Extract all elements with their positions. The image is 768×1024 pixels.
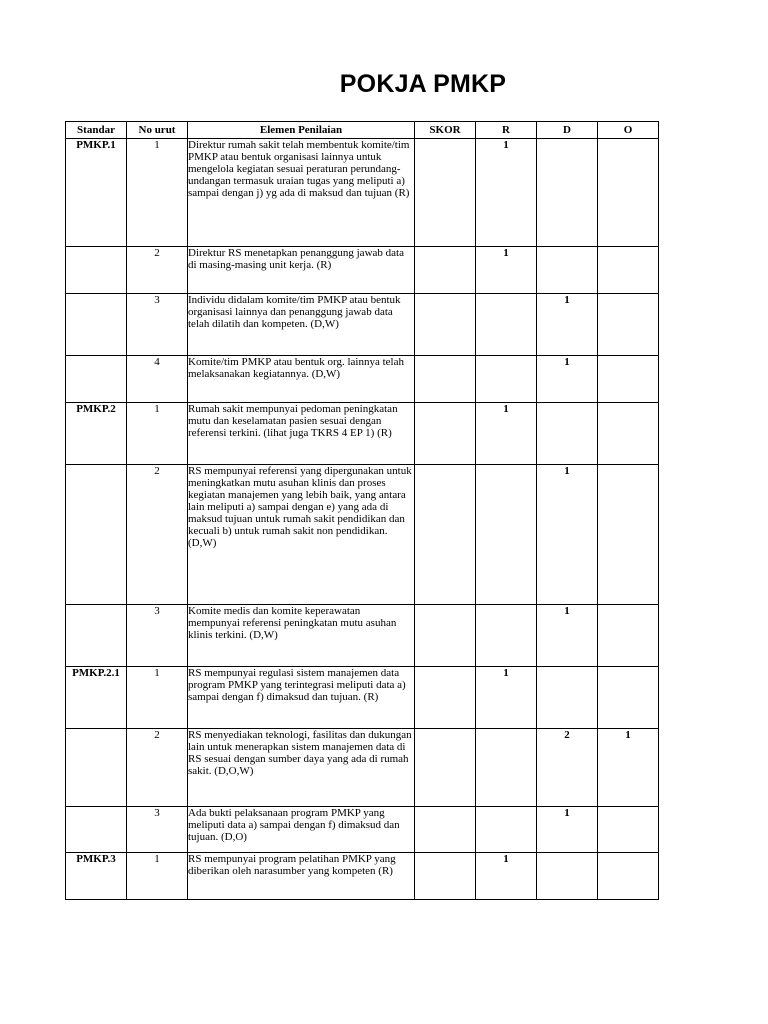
header-d: D [537,122,598,139]
cell-d [537,247,598,294]
cell-d: 2 [537,729,598,807]
cell-o [598,139,659,247]
cell-no: 1 [127,853,188,900]
cell-skor [415,853,476,900]
cell-d [537,667,598,729]
cell-r [476,465,537,605]
cell-skor [415,807,476,853]
table-row [66,853,659,900]
cell-no: 1 [127,667,188,729]
cell-r [476,356,537,403]
cell-standar [66,807,127,853]
cell-o [598,807,659,853]
cell-elemen: Rumah sakit mempunyai pedoman peningkatan mutu dan keselamatan pasien sesuai dengan referensi terkini. (lihat juga TKRS 4 EP 1) (R) [188,403,415,465]
cell-no: 2 [127,729,188,807]
cell-standar: PMKP.2 [66,403,127,465]
cell-o [598,853,659,900]
cell-skor [415,605,476,667]
cell-o: 1 [598,729,659,807]
cell-d: 1 [537,294,598,356]
assessment-table [65,121,659,900]
header-standar: Standar [66,122,127,139]
cell-d: 1 [537,356,598,403]
cell-no: 1 [127,139,188,247]
header-elemen: Elemen Penilaian [188,122,415,139]
cell-r: 1 [476,247,537,294]
cell-o [598,247,659,294]
cell-d [537,853,598,900]
cell-o [598,465,659,605]
header-row [66,122,659,139]
cell-standar [66,729,127,807]
cell-no: 2 [127,247,188,294]
cell-standar: PMKP.2.1 [66,667,127,729]
cell-no: 4 [127,356,188,403]
cell-elemen: RS mempunyai regulasi sistem manajemen data program PMKP yang terintegrasi meliputi data a) sampai dengan f) dimaksud dan tujuan. (R) [188,667,415,729]
table-row [66,139,659,247]
cell-r: 1 [476,667,537,729]
cell-skor [415,356,476,403]
cell-skor [415,247,476,294]
cell-elemen: Direktur RS menetapkan penanggung jawab data di masing-masing unit kerja. (R) [188,247,415,294]
cell-standar [66,465,127,605]
cell-elemen: RS mempunyai program pelatihan PMKP yang diberikan oleh narasumber yang kompeten (R) [188,853,415,900]
cell-elemen: Individu didalam komite/tim PMKP atau bentuk organisasi lainnya dan penanggung jawab data telah dilatih dan kompeten. (D,W) [188,294,415,356]
cell-elemen: Direktur rumah sakit telah membentuk komite/tim PMKP atau bentuk organisasi lainnya untuk mengelola kegiatan sesuai peraturan perundang-undangan termasuk uraian tugas yang meliputi a) sampai dengan j) yg ada di maksud dan tujuan (R) [188,139,415,247]
cell-standar [66,294,127,356]
table-row [66,356,659,403]
cell-r: 1 [476,853,537,900]
cell-elemen: Ada bukti pelaksanaan program PMKP yang meliputi data a) sampai dengan f) dimaksud dan tujuan. (D,O) [188,807,415,853]
cell-d: 1 [537,465,598,605]
cell-r [476,294,537,356]
cell-elemen: RS mempunyai referensi yang dipergunakan untuk meningkatkan mutu asuhan klinis dan proses kegiatan manajemen yang lebih baik, yang antara lain meliputi a) sampai dengan e) yang ada di maksud tujuan untuk rumah sakit pendidikan dan kecuali b) untuk rumah sakit non pendidikan. (D,W) [188,465,415,605]
table-row [66,667,659,729]
cell-elemen: Komite/tim PMKP atau bentuk org. lainnya telah melaksanakan kegiatannya. (D,W) [188,356,415,403]
cell-skor [415,729,476,807]
cell-no: 1 [127,403,188,465]
header-r: R [476,122,537,139]
cell-elemen: Komite medis dan komite keperawatan mempunyai referensi peningkatan mutu asuhan klinis terkini. (D,W) [188,605,415,667]
cell-d: 1 [537,605,598,667]
table-row [66,465,659,605]
cell-skor [415,465,476,605]
table-row [66,729,659,807]
cell-skor [415,139,476,247]
header-skor: SKOR [415,122,476,139]
cell-r [476,729,537,807]
cell-d [537,139,598,247]
cell-o [598,403,659,465]
cell-d: 1 [537,807,598,853]
cell-no: 3 [127,807,188,853]
cell-standar [66,605,127,667]
header-no-urut: No urut [127,122,188,139]
cell-o [598,605,659,667]
cell-standar [66,356,127,403]
cell-standar [66,247,127,294]
cell-r: 1 [476,403,537,465]
cell-no: 2 [127,465,188,605]
cell-r: 1 [476,139,537,247]
cell-elemen: RS menyediakan teknologi, fasilitas dan dukungan lain untuk menerapkan sistem manajemen data di RS sesuai dengan sumber daya yang ada di rumah sakit. (D,O,W) [188,729,415,807]
cell-no: 3 [127,294,188,356]
table-row [66,247,659,294]
header-o: O [598,122,659,139]
cell-skor [415,294,476,356]
cell-r [476,605,537,667]
cell-standar: PMKP.1 [66,139,127,247]
cell-d [537,403,598,465]
page-title: POKJA PMKP [339,70,507,98]
cell-no: 3 [127,605,188,667]
cell-skor [415,667,476,729]
table-row [66,403,659,465]
cell-o [598,667,659,729]
cell-r [476,807,537,853]
table-row [66,294,659,356]
cell-standar: PMKP.3 [66,853,127,900]
cell-o [598,294,659,356]
cell-o [598,356,659,403]
table-row [66,807,659,853]
table-row [66,605,659,667]
cell-skor [415,403,476,465]
